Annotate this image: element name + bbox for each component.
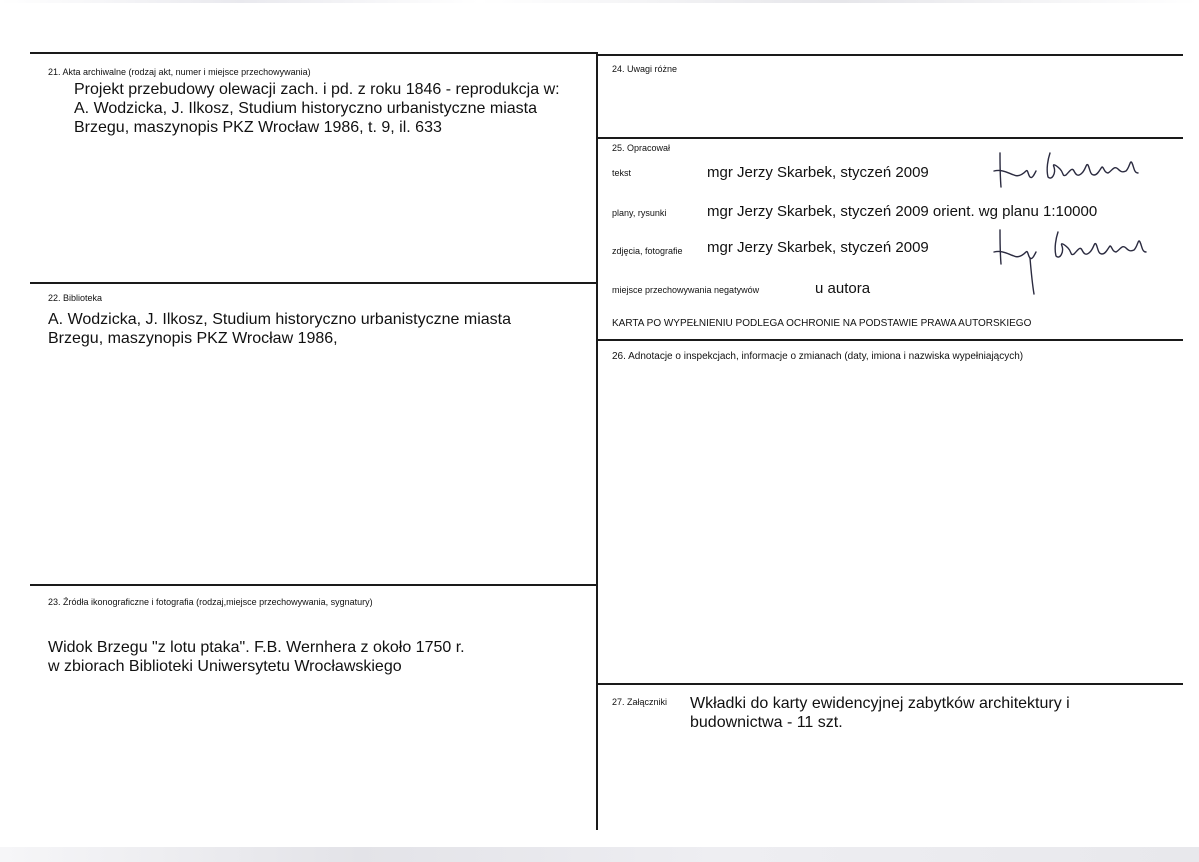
- divider-26-27: [598, 683, 1183, 685]
- section-22-label: 22. Biblioteka: [48, 293, 103, 303]
- divider-24-25: [598, 137, 1183, 139]
- section-23-text: Widok Brzegu "z lotu ptaka". F.B. Wernhera z około 1750 r. w zbiorach Biblioteki Uniwersytetu Wrocławskiego: [48, 639, 465, 675]
- tekst-label: tekst: [612, 168, 632, 178]
- negatywy-value: u autora: [815, 280, 871, 297]
- negatywy-label: miejsce przechowywania negatywów: [612, 285, 760, 295]
- plany-value: mgr Jerzy Skarbek, styczeń 2009 orient. wg planu 1:10000: [707, 203, 1098, 220]
- signature-1: [990, 145, 1150, 195]
- scan-bottom-artifact: [0, 847, 1199, 862]
- tekst-value: mgr Jerzy Skarbek, styczeń 2009: [707, 164, 929, 181]
- divider-25-26: [598, 339, 1183, 341]
- plany-label: plany, rysunki: [612, 208, 667, 218]
- section-26-label: 26. Adnotacje o inspekcjach, informacje o zmianach (daty, imiona i nazwiska wypełniających): [612, 351, 1024, 362]
- section-27-label: 27. Załączniki: [612, 697, 668, 707]
- scan-top-artifact: [0, 0, 1199, 3]
- section-24-label: 24. Uwagi różne: [612, 64, 678, 74]
- section-21-label: 21. Akta archiwalne (rodzaj akt, numer i miejsce przechowywania): [48, 67, 311, 77]
- signature-2: [990, 222, 1160, 302]
- section-27-text: Wkładki do karty ewidencyjnej zabytków architektury i budownictwa - 11 szt.: [690, 695, 1070, 731]
- top-rule-right: [598, 54, 1183, 56]
- divider-22-23: [30, 584, 597, 586]
- center-divider: [596, 52, 598, 830]
- copyright-notice: KARTA PO WYPEŁNIENIU PODLEGA OCHRONIE NA PODSTAWIE PRAWA AUTORSKIEGO: [612, 318, 1032, 329]
- section-21-text: Projekt przebudowy olewacji zach. i pd. z roku 1846 - reprodukcja w: A. Wodzicka, J. Ilkosz, Studium historyczno urbanistyczne miasta Brzegu, maszynopis PKZ Wrocław 1986, t. 9, il. 633: [74, 81, 560, 136]
- divider-21-22: [30, 282, 597, 284]
- section-25-label: 25. Opracował: [612, 143, 671, 153]
- zdjecia-value: mgr Jerzy Skarbek, styczeń 2009: [707, 239, 929, 256]
- section-23-label: 23. Źródła ikonograficzne i fotografia (rodzaj,miejsce przechowywania, sygnatury): [48, 597, 373, 607]
- top-rule-left: [30, 52, 598, 54]
- section-22-text: A. Wodzicka, J. Ilkosz, Studium historyczno urbanistyczne miasta Brzegu, maszynopis PKZ Wrocław 1986,: [48, 311, 511, 347]
- zdjecia-label: zdjęcia, fotografie: [612, 246, 683, 256]
